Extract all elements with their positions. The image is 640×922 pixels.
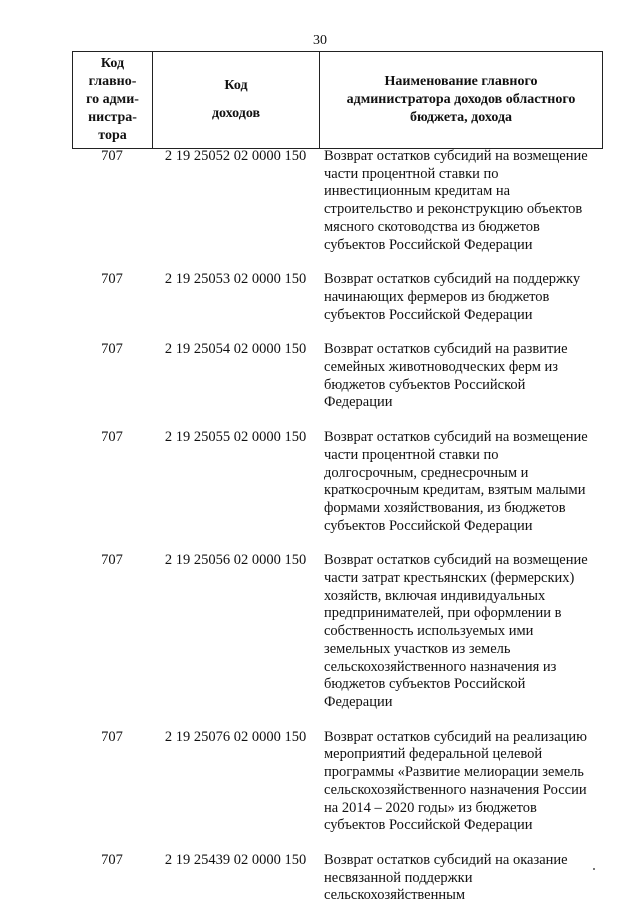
name-line: бюджетов субъектов Российской <box>324 376 526 393</box>
admin-code-cell: 707 <box>101 851 123 868</box>
name-line: части процентной ставки по <box>324 446 499 463</box>
name-line: строительство и реконструкцию объектов <box>324 201 583 218</box>
name-cell <box>319 729 602 835</box>
name-line: краткосрочным кредитам, взятым малыми <box>324 482 586 499</box>
name-line: Возврат остатков субсидий на возмещение <box>324 429 588 446</box>
name-line: сельскохозяйственного назначения из <box>324 658 557 675</box>
name-line: Возврат остатков субсидий на поддержку <box>324 271 581 288</box>
name-line: мероприятий федеральной целевой <box>324 746 543 763</box>
table-row <box>72 148 602 254</box>
name-line: инвестиционным кредитам на <box>324 183 511 200</box>
header-line: тора <box>98 128 127 143</box>
name-line: части затрат крестьянских (фермерских) <box>324 570 575 587</box>
header-line: доходов <box>211 106 261 121</box>
name-line: Федерации <box>324 394 393 411</box>
table-row <box>72 552 602 711</box>
name-cell <box>319 852 602 905</box>
name-line: субъектов Российской Федерации <box>324 306 533 323</box>
name-cell <box>319 341 602 412</box>
name-line: семейных животноводческих ферм из <box>324 359 559 376</box>
income-code-cell: 2 19 25053 02 0000 150 <box>164 271 307 288</box>
name-line: мясного скотоводства из бюджетов <box>324 218 540 235</box>
header-name <box>320 52 603 149</box>
name-line: формами хозяйствования, из бюджетов <box>324 499 566 516</box>
name-cell <box>319 148 602 254</box>
income-code-cell: 2 19 25056 02 0000 150 <box>164 552 307 569</box>
name-line: программы «Развитие мелиорации земель <box>324 764 584 781</box>
table-row <box>72 341 602 412</box>
admin-code-cell: 707 <box>101 429 123 446</box>
admin-code-cell: 707 <box>101 148 123 164</box>
table-header <box>72 51 603 149</box>
name-line: Возврат остатков субсидий на оказание <box>324 851 568 868</box>
income-code-cell: 2 19 25054 02 0000 150 <box>164 341 307 358</box>
name-line: сельскохозяйственного назначения России <box>324 781 587 798</box>
name-line: бюджетов субъектов Российской <box>324 676 526 693</box>
table-body <box>72 148 602 922</box>
name-line: несвязанной поддержки <box>324 869 473 886</box>
admin-code-cell: 707 <box>101 271 123 288</box>
header-income-code <box>153 52 320 149</box>
income-code-cell: 2 19 25439 02 0000 150 <box>164 851 307 868</box>
name-line: Возврат остатков субсидий на возмещение <box>324 552 588 569</box>
name-line: земельных участков из земель <box>324 640 511 657</box>
name-line: Федерации <box>324 693 393 710</box>
admin-code-cell: 707 <box>101 341 123 358</box>
admin-code-cell: 707 <box>101 728 123 745</box>
name-line: Возврат остатков субсидий на возмещение <box>324 148 588 164</box>
name-line: субъектов Российской Федерации <box>324 236 533 253</box>
name-cell <box>319 429 602 535</box>
admin-code-cell: 707 <box>101 552 123 569</box>
header-line: Наименование главного <box>384 74 538 89</box>
header-line: нистра- <box>88 110 137 125</box>
header-line: го адми- <box>86 92 139 107</box>
name-line: субъектов Российской Федерации <box>324 817 533 834</box>
income-code-cell: 2 19 25076 02 0000 150 <box>164 728 307 745</box>
income-code-cell: 2 19 25055 02 0000 150 <box>164 429 307 446</box>
name-line: субъектов Российской Федерации <box>324 517 533 534</box>
header-line: главно- <box>88 74 137 89</box>
name-line: долгосрочным, среднесрочным и <box>324 464 529 481</box>
table-row <box>72 852 602 905</box>
table-row <box>72 729 602 835</box>
header-line: Код <box>224 78 248 93</box>
name-line: собственность используемых ими <box>324 623 534 640</box>
name-line: части процентной ставки по <box>324 165 499 182</box>
name-line: Возврат остатков субсидий на реализацию <box>324 728 587 745</box>
name-line: сельскохозяйственным <box>324 887 466 904</box>
header-line: Код <box>100 56 125 71</box>
name-cell <box>319 271 602 324</box>
header-admin-code <box>73 52 153 149</box>
income-code-cell: 2 19 25052 02 0000 150 <box>164 148 307 164</box>
name-line: начинающих фермеров из бюджетов <box>324 288 550 305</box>
name-line: предпринимателей, при оформлении в <box>324 605 562 622</box>
page-number: 30 <box>313 33 327 48</box>
name-line: на 2014 – 2020 годы» из бюджетов <box>324 799 537 816</box>
table-row <box>72 429 602 535</box>
table-row <box>72 271 602 324</box>
header-line: бюджета, дохода <box>409 110 513 125</box>
header-line: администратора доходов областного <box>346 92 576 107</box>
name-line: Возврат остатков субсидий на развитие <box>324 341 568 358</box>
name-line: хозяйств, включая индивидуальных <box>324 587 546 604</box>
scan-speck <box>593 868 595 870</box>
name-cell <box>319 552 602 711</box>
